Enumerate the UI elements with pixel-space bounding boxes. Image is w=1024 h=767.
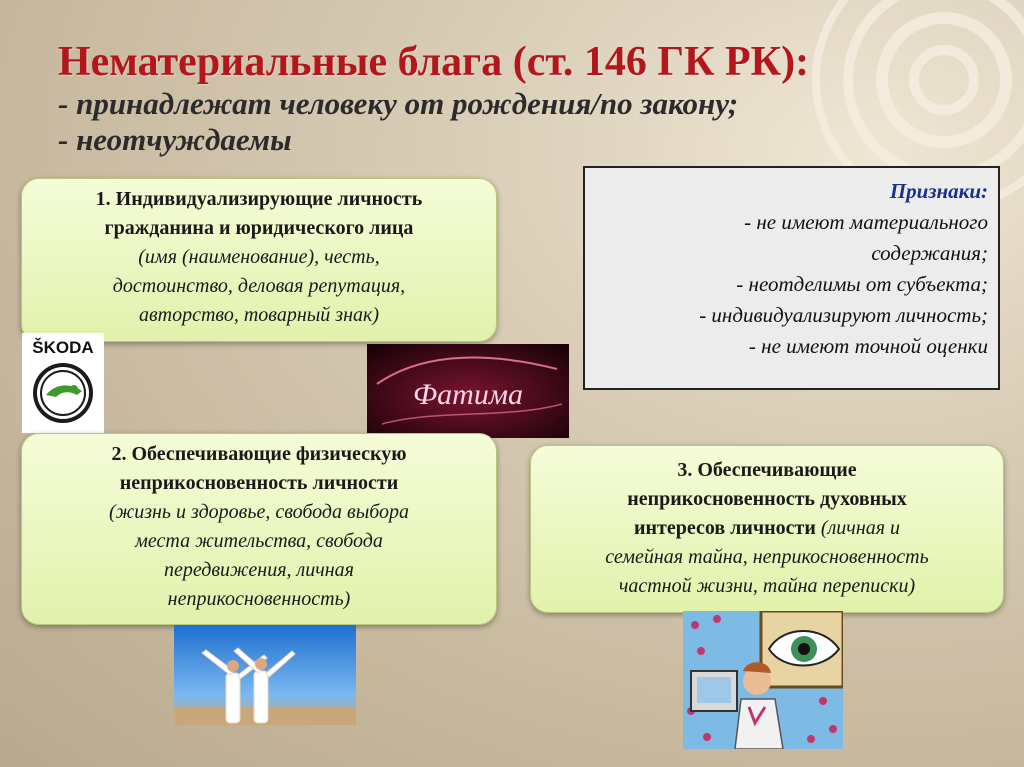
signs-item-1: - не имеют материального [744, 210, 988, 234]
people-beach-image [174, 625, 356, 725]
fatima-neon-image [367, 344, 569, 438]
subtitle-line-1: - принадлежат человеку от рождения/по закону; [58, 86, 739, 121]
box1-detail-line-1: (имя (наименование), честь, [138, 246, 380, 268]
box2-detail-line-1: (жизнь и здоровье, свобода выбора [108, 501, 410, 523]
box3-detail-line-1: семейная тайна, неприкосновенность [605, 546, 929, 568]
signs-heading: Признаки: [889, 179, 988, 203]
signs-item-1-cont: содержания; [871, 241, 988, 265]
box2-detail-line-2: места жительства, свобода [135, 530, 383, 552]
signs-item-2: - неотделимы от субъекта; [736, 272, 988, 296]
box3-heading-line-1: 3. Обеспечивающие [677, 459, 857, 481]
box3-detail-inline: (личная и [815, 517, 901, 539]
privacy-eye-image [683, 611, 843, 749]
category-box-1 [21, 178, 497, 342]
subtitle-line-2: - неотчуждаемы [58, 122, 292, 157]
box3-heading-line-2: неприкосновенность духовных [627, 488, 907, 510]
box3-heading-line-3: интересов личности [633, 517, 816, 539]
title-block [58, 38, 958, 158]
box2-heading-line-2: неприкосновенность личности [119, 472, 399, 494]
fatima-neon-text: Фатима [413, 378, 523, 411]
box1-detail-line-3: авторство, товарный знак) [138, 304, 380, 326]
category-box-3 [530, 445, 1004, 613]
box1-heading-line-1: 1. Индивидуализирующие личность [95, 188, 423, 210]
box3-mixed-line [531, 514, 1003, 543]
box2-detail-line-3: передвижения, личная [164, 559, 354, 581]
signs-item-4: - не имеют точной оценки [748, 334, 988, 358]
signs-box [583, 166, 1000, 390]
slide-title: Нематериальные блага (ст. 146 ГК РК): [58, 39, 810, 85]
box2-heading-line-1: 2. Обеспечивающие физическую [111, 443, 407, 465]
box2-detail-line-4: неприкосновенность) [167, 588, 351, 610]
box3-detail-line-2: частной жизни, тайна переписки) [618, 575, 916, 597]
box1-heading-line-2: гражданина и юридического лица [104, 217, 414, 239]
box1-detail-line-2: достоинство, деловая репутация, [112, 275, 406, 297]
signs-item-3: - индивидуализируют личность; [699, 303, 988, 327]
skoda-wordmark: ŠKODA [32, 338, 94, 357]
category-box-2 [21, 433, 497, 625]
skoda-logo-image [22, 333, 104, 433]
